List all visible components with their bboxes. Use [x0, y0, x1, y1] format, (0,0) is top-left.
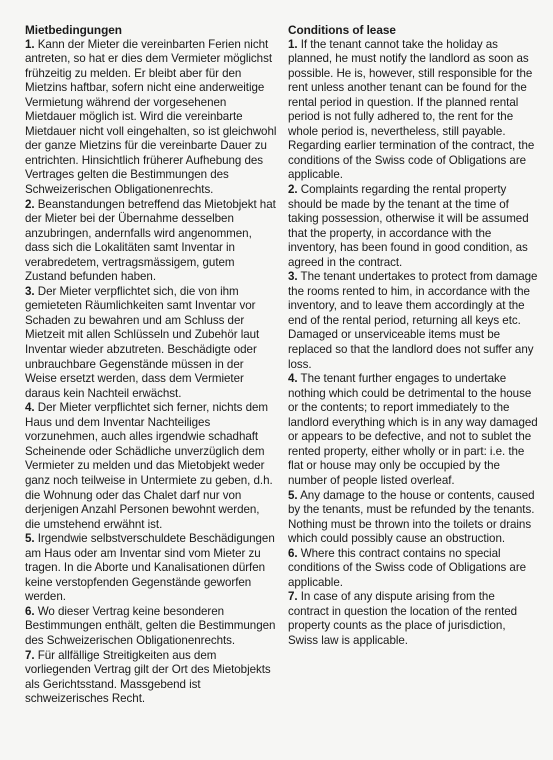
german-clause-5	[25, 532, 277, 605]
clause-number: 7.	[288, 590, 298, 604]
clause-text: Beanstandungen betreffend das Mietobjekt hat der Mieter bei der Übernahme desselben anzubringen, andernfalls wird angenommen, dass sich die Lokalitäten samt Inventar in verabredetem, vertragsmässigem, gutem Zustand befunden haben.	[25, 197, 276, 284]
clause-text: Kann der Mieter die vereinbarten Ferien nicht antreten, so hat er dies dem Vermieter möglichst frühzeitig zu melden. Er bleibt aber für den Mietzins haftbar, sofern nicht eine anderweitige Vermietung während der vorgesehenen Mietdauer möglich ist. Wird die vereinbarte Mietdauer nicht voll eingehalten, so ist gleichwohl der ganze Mietzins für die vereinbarte Dauer zu entrichten. Hinsichtlich früherer Aufhebung des Vertrages gelten die Bestimmungen des Schweizerischen Obligationenrechts.	[25, 37, 277, 197]
english-clause-7	[288, 590, 538, 648]
english-clause-3	[288, 270, 538, 372]
clause-number: 2.	[25, 197, 35, 211]
english-clause-4	[288, 372, 538, 488]
clause-text: Irgendwie selbstverschuldete Beschädigungen am Haus oder am Inventar sind vom Mieter zu tragen. In die Aborte und Kanalisationen dürfen keine verstopfenden Gegenstände geworfen werden.	[25, 532, 275, 604]
clause-text: Für allfällige Streitigkeiten aus dem vorliegenden Vertrag gilt der Ort des Mietobjekts als Gerichtsstand. Massgebend ist schweizerisches Recht.	[25, 648, 271, 706]
english-column	[288, 23, 538, 649]
clause-number: 5.	[288, 488, 298, 502]
clause-number: 4.	[25, 401, 35, 415]
german-clause-2	[25, 198, 277, 285]
german-column	[25, 23, 277, 707]
clause-text: If the tenant cannot take the holiday as planned, he must notify the landlord as soon as possible. He is, however, still responsible for the rent unless another tenant can be found for the rental period in question. If the planned rental period is not fully adhered to, the rent for the whole period is, nevertheless, still payable. Regarding earlier termination of the contract, the conditions of the Swiss code of Obligations are applicable.	[288, 37, 535, 182]
german-title: Mietbedingungen	[25, 23, 122, 37]
clause-text: Wo dieser Vertrag keine besonderen Bestimmungen enthält, gelten die Bestimmungen des Schweizerischen Obligationenrechts.	[25, 604, 276, 647]
clause-number: 4.	[288, 372, 298, 386]
clause-text: Complaints regarding the rental property should be made by the tenant at the time of taking possession, otherwise it will be assumed that the property, in accordance with the inventory, has been found in good condition, as agreed in the contract.	[288, 183, 529, 269]
german-clause-3	[25, 285, 277, 401]
german-clause-7	[25, 649, 277, 707]
clause-text: Any damage to the house or contents, caused by the tenants, must be refunded by the tenants. Nothing must be thrown into the toilets or drains which could possibly cause an obstruction.	[288, 488, 535, 546]
clause-text: Der Mieter verpflichtet sich ferner, nichts dem Haus und dem Inventar Nachteiliges vorzunehmen, auch alles irgendwie schadhaft Scheinende oder Schädliche unverzüglich dem Vermieter zu melden und das Mietobjekt weder ganz noch teilweise in Untermiete zu geben, d.h. die Wohnung oder das Chalet darf nur von derjenigen Anzahl Personen bewohnt werden, die umstehend erwähnt ist.	[25, 401, 273, 531]
german-clause-4	[25, 401, 277, 532]
clause-number: 7.	[25, 648, 35, 662]
english-clause-5	[288, 489, 538, 547]
english-title: Conditions of lease	[288, 23, 396, 37]
clause-text: In case of any dispute arising from the contract in question the location of the rented property counts as the place of jurisdiction, Swiss law is applicable.	[288, 590, 518, 647]
english-clause-6	[288, 547, 538, 591]
clause-text: The tenant undertakes to protect from damage the rooms rented to him, in accordance with the inventory, and to leave them accordingly at the end of the rental period, returning all keys etc. Damaged or unserviceable items must be replaced so that the landlord does not suffer any loss.	[288, 270, 538, 371]
english-clause-2	[288, 183, 538, 270]
german-clause-1	[25, 38, 277, 198]
clause-number: 2.	[288, 183, 298, 197]
clause-number: 6.	[25, 604, 35, 618]
clause-text: Der Mieter verpflichtet sich, die von ihm gemieteten Räumlichkeiten samt Inventar vor Schaden zu bewahren und am Schluss der Mietzeit mit allen Schlüsseln und Zubehör laut Inventar wieder abzutreten. Beschädigte oder unbrauchbare Gegenstände müssen in der Weise ersetzt werden, dass dem Vermieter daraus kein Nachteil erwächst.	[25, 284, 260, 400]
clause-number: 1.	[25, 37, 35, 51]
clause-text: Where this contract contains no special conditions of the Swiss code of Obligations are applicable.	[288, 546, 527, 589]
clause-text: The tenant further engages to undertake nothing which could be detrimental to the house or the contents; to report immediately to the landlord everything which is in any way damaged or appears to be defective, and not to sublet the rented property, either wholly or in part: i.e. the flat or house may only be occupied by the number of people listed overleaf.	[288, 372, 538, 487]
clause-number: 6.	[288, 546, 298, 560]
clause-number: 5.	[25, 532, 35, 546]
english-clause-1	[288, 38, 538, 183]
clause-number: 1.	[288, 37, 298, 51]
clause-number: 3.	[288, 270, 298, 284]
clause-number: 3.	[25, 284, 35, 298]
german-clause-6	[25, 605, 277, 649]
